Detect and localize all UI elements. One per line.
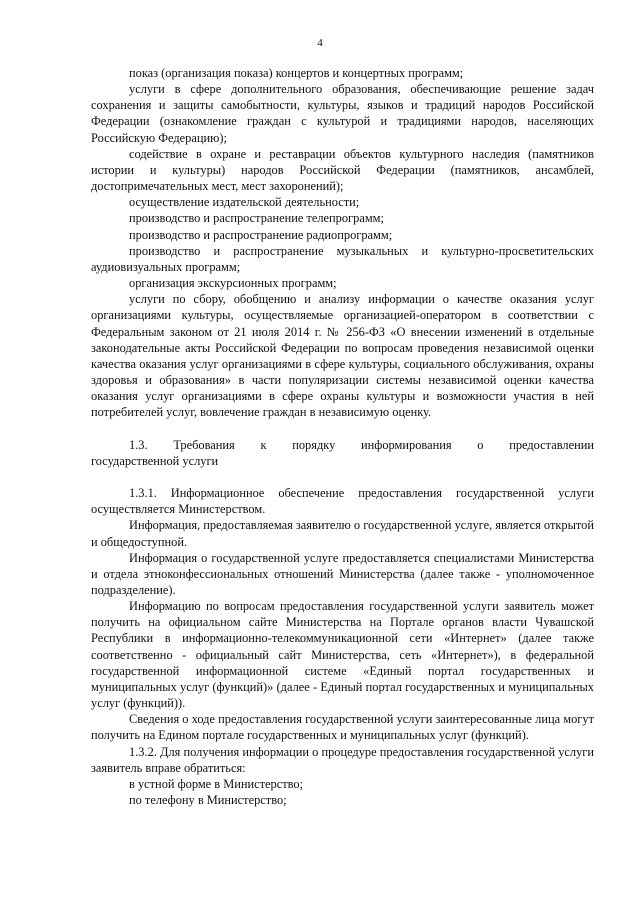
paragraph-1-3-1: 1.3.1. Информационное обеспечение предоставления государственной услуги осуществляется Министерством. xyxy=(91,486,594,517)
section-heading-1-3 xyxy=(91,437,594,469)
paragraph-tv-programs: производство и распространение телепрограмм; xyxy=(129,211,384,226)
paragraph-publishing: осуществление издательской деятельности; xyxy=(129,195,360,210)
paragraph-progress-info: Сведения о ходе предоставления государственной услуги заинтересованные лица могут получить на Едином портале государственных и муниципальных услуг (функций). xyxy=(91,712,594,743)
heading-word: порядку xyxy=(292,437,336,452)
paragraph-information-internet: Информацию по вопросам предоставления государственной услуги заявитель может получить на официальном сайте Министерства на Портале органов власти Чувашской Республики в информационно-телекоммуникационной сети «Интернет» (далее также соответственно - официальный сайт Министерства, сеть «Интернет»), в федеральной государственной информационной системе «Единый портал государственных и муниципальных услуг (функций)» (далее - Единый портал государственных и муниципальных услуг (функций)). xyxy=(91,599,594,711)
heading-word: предоставлении xyxy=(509,437,594,452)
paragraph-heritage-protection: содействие в охране и реставрации объектов культурного наследия (памятников истории и культуры) народов Российской Федерации (памятников, ансамблей, достопримечательных мест, мест захоронений); xyxy=(91,146,594,194)
heading-word: о xyxy=(477,437,484,452)
heading-word: информирования xyxy=(361,437,452,452)
list-item-phone: по телефону в Министерство; xyxy=(129,793,287,807)
paragraph-information-specialists: Информация о государственной услуге предоставляется специалистами Министерства и отдела этноконфессиональных отношений Министерства (далее также - уполномоченное подразделение). xyxy=(91,550,594,597)
section-heading-1-3-line1 xyxy=(91,437,594,453)
paragraph-excursions: организация экскурсионных программ; xyxy=(129,276,337,291)
section-heading-1-3-line2: государственной услуги xyxy=(91,453,219,468)
heading-word: 1.3. xyxy=(129,437,148,452)
paragraph-audiovisual-programs: производство и распространение музыкальных и культурно-просветительских аудиовизуальных программ; xyxy=(91,243,594,274)
heading-word: Требования xyxy=(173,437,235,452)
list-item-oral-form: в устной форме в Министерство; xyxy=(129,776,304,791)
paragraph-concerts: показ (организация показа) концертов и концертных программ; xyxy=(129,66,464,80)
paragraph-information-open: Информация, предоставляемая заявителю о государственной услуге, является открытой и общедоступной. xyxy=(91,518,594,549)
page-number: 4 xyxy=(317,37,323,49)
paragraph-radio-programs: производство и распространение радиопрограмм; xyxy=(129,227,393,242)
paragraph-quality-assessment: услуги по сбору, обобщению и анализу информации о качестве оказания услуг организациями культуры, осуществляемые организацией-оператором в соответствии с Федеральным законом от 21 июля 2014 г. № 256-ФЗ «О внесении изменений в отдельные законодательные акты Российской Федерации по вопросам проведения независимой оценки качества оказания услуг организациями в сфере культуры, социального обслуживания, охраны здоровья и образования» в части популяризации системы независимой оценки качества оказания услуг организациями в сфере охраны культуры и возможности участия в ней потребителей услуг, вовлечение граждан в независимую оценку. xyxy=(91,292,594,420)
heading-word: к xyxy=(260,437,267,452)
paragraph-1-3-2: 1.3.2. Для получения информации о процедуре предоставления государственной услуги заявитель вправе обратиться: xyxy=(91,744,594,775)
document-body xyxy=(91,65,594,808)
paragraph-additional-education: услуги в сфере дополнительного образования, обеспечивающие решение задач сохранения и защиты самобытности, культуры, языков и традиций народов Российской Федерации (ознакомление граждан с культурой и традициями народов, населяющих Российскую Федерацию); xyxy=(91,82,594,145)
